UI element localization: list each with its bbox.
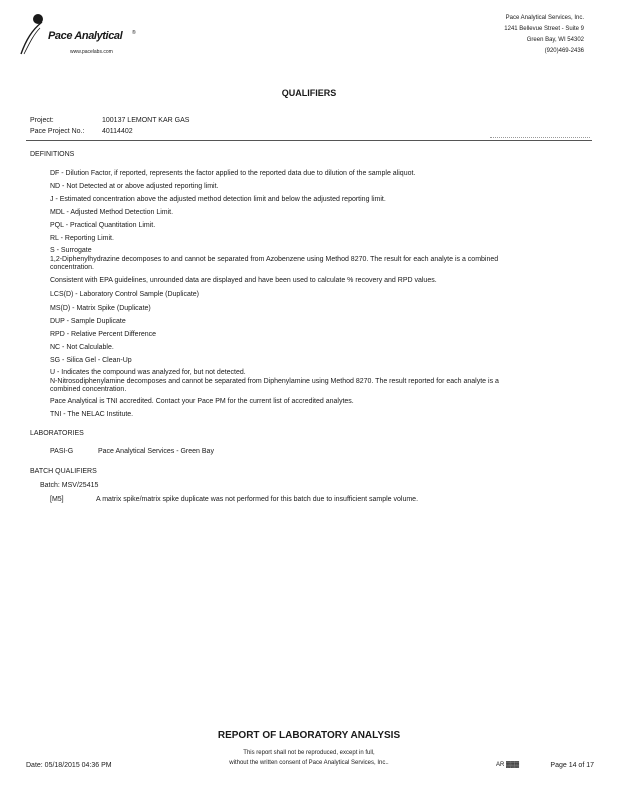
- definition-item: Consistent with EPA guidelines, unrounded data are displayed and have been used to calculate % recovery and RPD values.: [50, 277, 437, 284]
- definitions-heading: DEFINITIONS: [30, 151, 75, 158]
- pace-project-label: Pace Project No.:: [30, 128, 85, 135]
- definition-item: Pace Analytical is TNI accredited. Contact your Pace PM for the current list of accredited analytes.: [50, 398, 354, 405]
- address-line-1: Pace Analytical Services, Inc.: [505, 15, 584, 21]
- footer-date: Date: 05/18/2015 04:36 PM: [26, 762, 112, 769]
- definition-item: ND - Not Detected at or above adjusted reporting limit.: [50, 183, 219, 190]
- definition-item: 1,2-Diphenylhydrazine decomposes to and cannot be separated from Azobenzene using Method 8270. The result for each analyte is a combined concentration.: [50, 256, 499, 271]
- batch-qualifier-text: A matrix spike/matrix spike duplicate was not performed for this batch due to insufficient sample volume.: [96, 496, 419, 503]
- lab-code: PASI-G: [50, 448, 74, 455]
- project-value: 100137 LEMONT KAR GAS: [102, 117, 190, 124]
- page-number: Page 14 of 17: [550, 762, 594, 769]
- address-line-3: Green Bay, WI 54302: [526, 37, 584, 43]
- footer-initials: AR ▓▓▓: [496, 762, 520, 768]
- logo-url: www.pacelabs.com: [70, 49, 113, 55]
- page-title: QUALIFIERS: [281, 88, 337, 98]
- definition-item: TNI - The NELAC Institute.: [50, 411, 134, 418]
- definition-item: MDL - Adjusted Method Detection Limit.: [50, 209, 174, 216]
- address-line-2: 1241 Bellevue Street - Suite 9: [504, 26, 584, 32]
- header-divider: [26, 140, 592, 141]
- lab-name: Pace Analytical Services - Green Bay: [98, 448, 214, 455]
- logo-wordmark: Pace Analytical: [48, 30, 123, 42]
- footer-note-2: without the written consent of Pace Analytical Services, Inc..: [229, 760, 389, 766]
- definition-item: N-Nitrosodiphenylamine decomposes and cannot be separated from Diphenylamine using Method 8270. The result reported for each analyte is a combined concentration.: [50, 378, 499, 393]
- definition-item: DUP - Sample Duplicate: [50, 318, 126, 325]
- batch-label: Batch: MSV/25415: [40, 482, 99, 489]
- definition-item: S - Surrogate: [50, 247, 92, 254]
- definition-item: U - Indicates the compound was analyzed for, but not detected.: [50, 369, 246, 376]
- dotted-divider: [490, 137, 590, 138]
- definition-item: RL - Reporting Limit.: [50, 235, 114, 242]
- batch-qualifier-code: [M5]: [50, 496, 64, 503]
- batch-qualifiers-heading: BATCH QUALIFIERS: [30, 468, 97, 475]
- definition-item: MS(D) - Matrix Spike (Duplicate): [50, 305, 151, 312]
- definition-item: SG - Silica Gel - Clean-Up: [50, 357, 132, 364]
- address-line-4: (920)469-2436: [544, 48, 584, 54]
- definition-item: PQL - Practical Quantitation Limit.: [50, 222, 156, 229]
- logo-registered-mark: ®: [132, 30, 136, 36]
- definition-item: NC - Not Calculable.: [50, 344, 114, 351]
- pace-logo: [18, 10, 138, 56]
- definition-item: DF - Dilution Factor, if reported, represents the factor applied to the reported data due to dilution of the sample aliquot.: [50, 170, 416, 177]
- report-title: REPORT OF LABORATORY ANALYSIS: [217, 730, 401, 741]
- laboratories-heading: LABORATORIES: [30, 430, 84, 437]
- definition-item: RPD - Relative Percent Difference: [50, 331, 157, 338]
- footer-note-1: This report shall not be reproduced, except in full,: [243, 750, 375, 756]
- pace-project-value: 40114402: [102, 128, 133, 135]
- project-label: Project:: [30, 117, 54, 124]
- definition-item: J - Estimated concentration above the adjusted method detection limit and below the adjusted reporting limit.: [50, 196, 386, 203]
- definition-item: LCS(D) - Laboratory Control Sample (Duplicate): [50, 291, 199, 298]
